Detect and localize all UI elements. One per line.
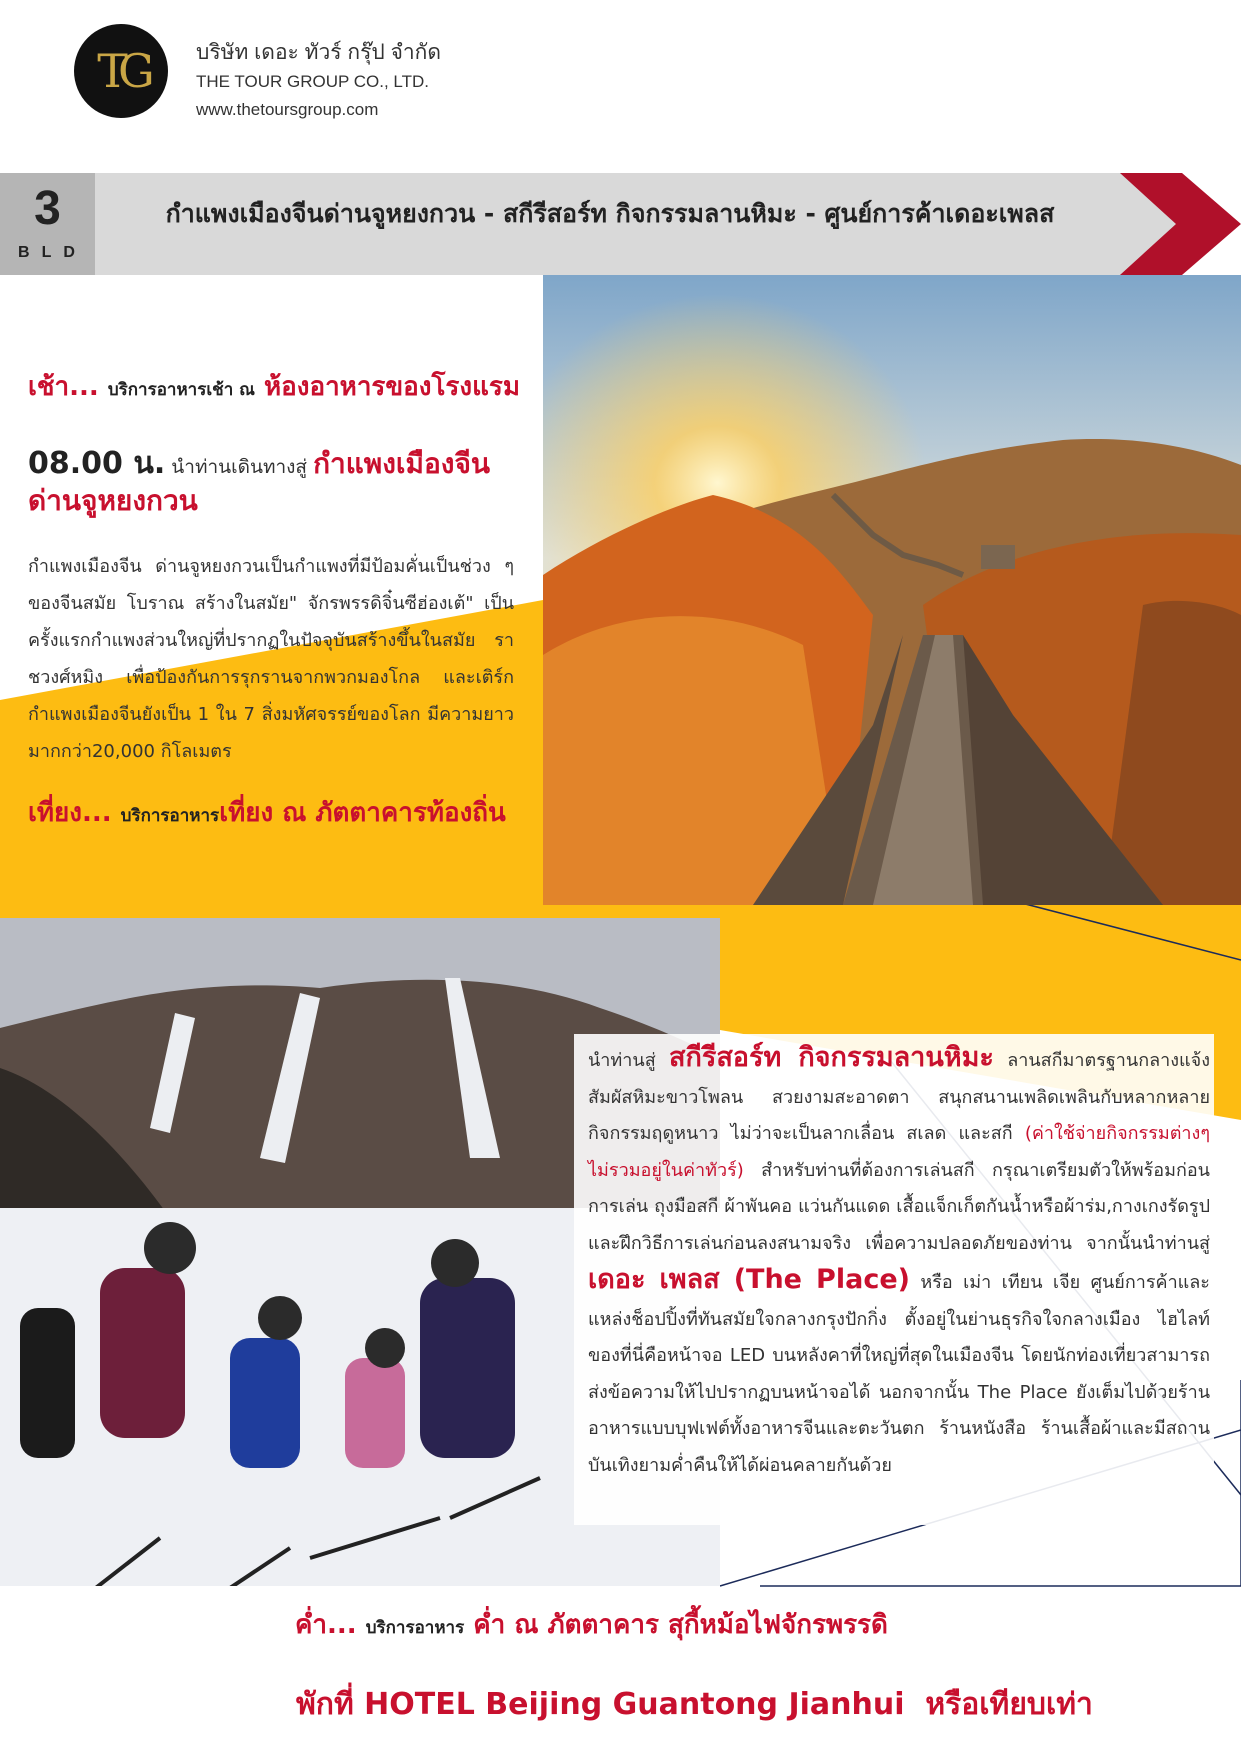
lunch-venue: เที่ยง ณ ภัตตาคารท้องถิ่น xyxy=(219,798,506,828)
ski-resort-description: ลานสกีมาตรฐานกลางแจ้ง สัมผัสหิมะขาวโพลน สวยงามสะอาดตา สนุกสนานเพลิดเพลินกับหลากหลายกิจกรรมฤดูหนาว ไม่ว่าจะเป็นลากเลื่อน สเลด และสกี xyxy=(588,1050,1210,1144)
afternoon-itinerary xyxy=(588,1040,1210,1484)
dinner-venue: ค่ำ ณ ภัตตาคาร สุกี้หม้อไฟจักรพรรดิ xyxy=(473,1610,888,1640)
dinner-line xyxy=(295,1604,888,1645)
breakfast-label: เช้า... xyxy=(28,372,99,402)
company-name-english: THE TOUR GROUP CO., LTD. xyxy=(196,72,429,91)
the-place-description: หรือ เม่า เทียน เจีย ศูนย์การค้าและแหล่งช็อปปิ้งที่ทันสมัยใจกลางกรุงปักกิ่ง ตั้งอยู่ในย่านธุรกิจใจกลางเมือง ไฮไลท์ของที่นี่คือหน้าจอ LED บนหลังคาที่ใหญ่ที่สุดในเมืองจีน โดยนักท่องเที่ยวสามารถส่งข้อความให้ไปปรากฏบนหน้าจอได้ นอกจากนั้น The Place ยังเต็มไปด้วยร้านอาหารแบบบุฟเฟต์ทั้งอาหารจีนและตะวันตก ร้านหนังสือ ร้านเสื้อผ้าและมีสถานบันเทิงยามค่ำคืนให้ได้ผ่อนคลายกันด้วย xyxy=(588,1272,1210,1476)
great-wall-description: กำแพงเมืองจีน ด่านจูหยงกวนเป็นกำแพงที่มีป้อมคั่นเป็นช่วง ๆ ของจีนสมัย โบราณ สร้างในสมัย" จักรพรรดิจิ๋นซีฮ่องเต้" เป็นครั้งแรกกำแพงส่วนใหญ่ที่ปรากฏในปัจจุบันสร้างขึ้นในสมัย ราชวงศ์หมิง เพื่อป้องกันการรุกรานจากพวกมองโกล และเติร์กกำแพงเมืองจีนยังเป็น 1 ใน 7 สิ่งมหัศจรรย์ของโลก มีความยาวมากกว่า20,000 กิโลเมตร xyxy=(28,556,514,762)
ski-preparation-text: สำหรับท่านที่ต้องการเล่นสกี กรุณาเตรียมตัวให้พร้อมก่อนการเล่น ถุงมือสกี ผ้าพันคอ แว่นกันแดด เสื้อแจ็กเก็ตกันน้ำหรือผ้าร่ม,กางเกงรัดรูป และฝึกวิธีการเล่นก่อนลงสนามจริง เพื่อความปลอดภัยของท่าน จากนั้นนำท่านสู่ xyxy=(588,1159,1210,1254)
company-name-thai: บริษัท เดอะ ทัวร์ กรุ๊ป จำกัด xyxy=(196,41,442,64)
day-title: กำแพงเมืองจีนด่านจูหยงกวน - สกีรีสอร์ท กิจกรรมลานหิมะ - ศูนย์การค้าเดอะเพลส xyxy=(165,199,1055,228)
afternoon-lead: นำท่านสู่ xyxy=(588,1050,656,1071)
meal-codes: BLD xyxy=(18,244,87,261)
dinner-service: บริการอาหาร xyxy=(365,1618,465,1638)
hotel-prefix: พักที่ xyxy=(296,1687,354,1722)
lunch-line xyxy=(28,792,506,833)
company-website: www.thetoursgroup.com xyxy=(196,100,379,119)
lunch-service: บริการอาหาร xyxy=(120,806,220,826)
morning-itinerary xyxy=(28,447,518,521)
departure-time: 08.00 น. xyxy=(28,446,166,481)
day-number-box xyxy=(0,173,95,275)
great-wall-name: กำแพงเมืองจีนด่านจูหยงกวน xyxy=(28,447,490,517)
hotel-name: HOTEL Beijing Guantong Jianhui xyxy=(364,1687,905,1722)
lunch-label: เที่ยง... xyxy=(28,798,112,828)
day-number: 3 xyxy=(34,182,61,235)
hotel-suffix: หรือเทียบเท่า xyxy=(925,1687,1093,1722)
the-place-name: เดอะ เพลส (The Place) xyxy=(588,1264,910,1295)
company-logo xyxy=(74,24,168,118)
breakfast-line xyxy=(28,366,520,407)
ski-resort-name: สกีรีสอร์ท กิจกรรมลานหิมะ xyxy=(669,1042,994,1073)
breakfast-venue: ห้องอาหารของโรงแรม xyxy=(264,372,520,402)
morning-lead: นำท่านเดินทางสู่ xyxy=(171,456,308,478)
chevron-right-icon xyxy=(1110,173,1241,275)
dinner-label: ค่ำ... xyxy=(295,1610,357,1640)
great-wall-photo xyxy=(543,275,1241,905)
cost-note: (ค่าใช้จ่ายกิจกรรมต่างๆ ไม่รวมอยู่ในค่าทัวร์) xyxy=(588,1123,1210,1181)
logo-monogram: TG xyxy=(97,44,145,98)
breakfast-service: บริการอาหารเช้า ณ xyxy=(107,380,255,400)
hotel-line xyxy=(296,1681,1093,1728)
